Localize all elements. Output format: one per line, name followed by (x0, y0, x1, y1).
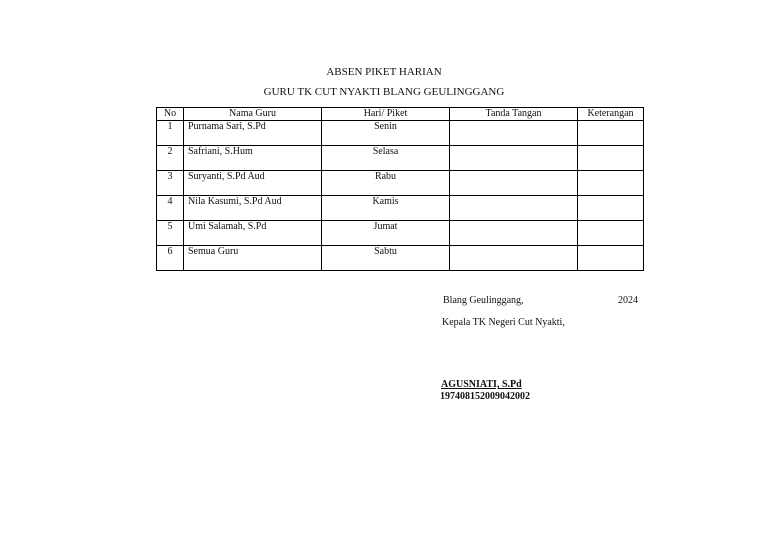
row-no: 3 (157, 171, 184, 196)
header-day: Hari/ Piket (322, 108, 450, 121)
row-day: Jumat (322, 221, 450, 246)
row-note (578, 171, 644, 196)
row-signature (450, 196, 578, 221)
row-note (578, 221, 644, 246)
row-name: Purnama Sari, S.Pd (184, 121, 322, 146)
signer-name: AGUSNIATI, S.Pd (441, 379, 522, 390)
table-row (157, 146, 644, 171)
signing-place: Blang Geulinggang, (443, 295, 524, 306)
document-subtitle: GURU TK CUT NYAKTI BLANG GEULINGGANG (263, 86, 505, 98)
row-signature (450, 146, 578, 171)
attendance-table (156, 107, 644, 271)
row-no: 5 (157, 221, 184, 246)
table-row (157, 171, 644, 196)
signer-role: Kepala TK Negeri Cut Nyakti, (442, 317, 565, 328)
signing-year: 2024 (618, 295, 638, 306)
row-name: Nila Kasumi, S.Pd Aud (184, 196, 322, 221)
row-day: Kamis (322, 196, 450, 221)
table-header-row (157, 108, 644, 121)
row-note (578, 121, 644, 146)
row-note (578, 146, 644, 171)
row-name: Suryanti, S.Pd Aud (184, 171, 322, 196)
header-no: No (157, 108, 184, 121)
row-no: 6 (157, 246, 184, 271)
table-row (157, 246, 644, 271)
row-signature (450, 246, 578, 271)
row-name: Safriani, S.Hum (184, 146, 322, 171)
row-note (578, 196, 644, 221)
row-signature (450, 221, 578, 246)
row-name: Umi Salamah, S.Pd (184, 221, 322, 246)
row-signature (450, 121, 578, 146)
document-title: ABSEN PIKET HARIAN (326, 66, 442, 78)
header-note: Keterangan (578, 108, 644, 121)
table-row (157, 221, 644, 246)
signer-nip: 197408152009042002 (440, 391, 530, 402)
header-name: Nama Guru (184, 108, 322, 121)
row-note (578, 246, 644, 271)
row-name: Semua Guru (184, 246, 322, 271)
table-row (157, 121, 644, 146)
header-signature: Tanda Tangan (450, 108, 578, 121)
row-day: Rabu (322, 171, 450, 196)
row-no: 4 (157, 196, 184, 221)
row-day: Senin (322, 121, 450, 146)
table-row (157, 196, 644, 221)
row-no: 1 (157, 121, 184, 146)
row-no: 2 (157, 146, 184, 171)
row-day: Selasa (322, 146, 450, 171)
row-day: Sabtu (322, 246, 450, 271)
row-signature (450, 171, 578, 196)
